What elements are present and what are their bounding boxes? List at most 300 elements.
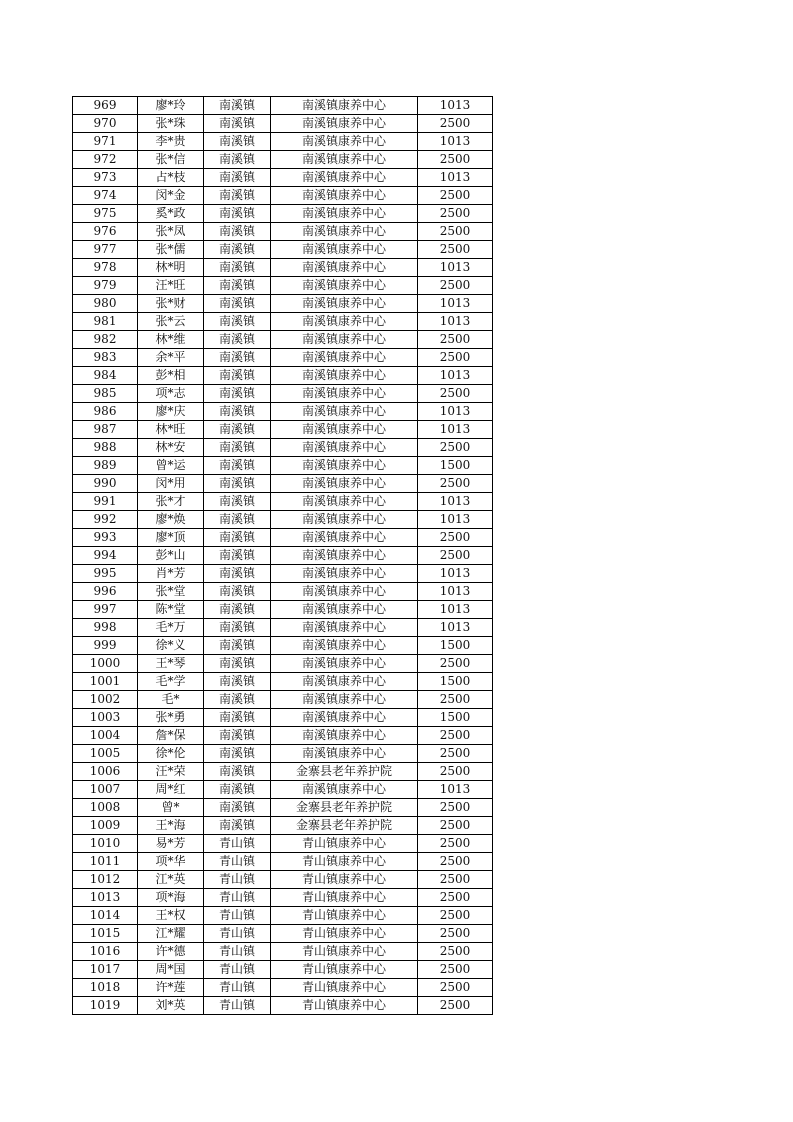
table-row bbox=[73, 583, 493, 601]
row-number-cell: 1010 bbox=[73, 835, 138, 853]
name-cell: 占*枝 bbox=[138, 169, 204, 187]
institution-cell: 南溪镇康养中心 bbox=[271, 133, 418, 151]
row-number-cell: 990 bbox=[73, 475, 138, 493]
amount-cell: 2500 bbox=[418, 223, 493, 241]
institution-cell: 南溪镇康养中心 bbox=[271, 115, 418, 133]
table-row bbox=[73, 709, 493, 727]
amount-cell: 2500 bbox=[418, 439, 493, 457]
row-number-cell: 987 bbox=[73, 421, 138, 439]
name-cell: 张*云 bbox=[138, 313, 204, 331]
institution-cell: 南溪镇康养中心 bbox=[271, 619, 418, 637]
table-row bbox=[73, 763, 493, 781]
town-cell: 南溪镇 bbox=[204, 457, 271, 475]
institution-cell: 青山镇康养中心 bbox=[271, 835, 418, 853]
name-cell: 刘*英 bbox=[138, 997, 204, 1015]
row-number-cell: 1006 bbox=[73, 763, 138, 781]
row-number-cell: 978 bbox=[73, 259, 138, 277]
amount-cell: 2500 bbox=[418, 331, 493, 349]
amount-cell: 2500 bbox=[418, 385, 493, 403]
row-number-cell: 1001 bbox=[73, 673, 138, 691]
institution-cell: 青山镇康养中心 bbox=[271, 997, 418, 1015]
row-number-cell: 995 bbox=[73, 565, 138, 583]
name-cell: 张*儒 bbox=[138, 241, 204, 259]
institution-cell: 南溪镇康养中心 bbox=[271, 385, 418, 403]
institution-cell: 南溪镇康养中心 bbox=[271, 349, 418, 367]
row-number-cell: 1002 bbox=[73, 691, 138, 709]
table-row bbox=[73, 547, 493, 565]
town-cell: 南溪镇 bbox=[204, 529, 271, 547]
amount-cell: 1500 bbox=[418, 673, 493, 691]
table-row bbox=[73, 943, 493, 961]
amount-cell: 2500 bbox=[418, 853, 493, 871]
amount-cell: 1500 bbox=[418, 457, 493, 475]
row-number-cell: 1014 bbox=[73, 907, 138, 925]
institution-cell: 南溪镇康养中心 bbox=[271, 205, 418, 223]
table-row bbox=[73, 349, 493, 367]
amount-cell: 1013 bbox=[418, 601, 493, 619]
amount-cell: 2500 bbox=[418, 187, 493, 205]
institution-cell: 南溪镇康养中心 bbox=[271, 781, 418, 799]
town-cell: 南溪镇 bbox=[204, 637, 271, 655]
row-number-cell: 997 bbox=[73, 601, 138, 619]
row-number-cell: 981 bbox=[73, 313, 138, 331]
institution-cell: 南溪镇康养中心 bbox=[271, 655, 418, 673]
table-row bbox=[73, 745, 493, 763]
town-cell: 南溪镇 bbox=[204, 259, 271, 277]
town-cell: 南溪镇 bbox=[204, 277, 271, 295]
table-row bbox=[73, 979, 493, 997]
institution-cell: 南溪镇康养中心 bbox=[271, 511, 418, 529]
amount-cell: 2500 bbox=[418, 907, 493, 925]
row-number-cell: 1015 bbox=[73, 925, 138, 943]
table-row bbox=[73, 565, 493, 583]
town-cell: 青山镇 bbox=[204, 871, 271, 889]
town-cell: 南溪镇 bbox=[204, 745, 271, 763]
name-cell: 闵*用 bbox=[138, 475, 204, 493]
row-number-cell: 984 bbox=[73, 367, 138, 385]
institution-cell: 南溪镇康养中心 bbox=[271, 169, 418, 187]
name-cell: 彭*山 bbox=[138, 547, 204, 565]
institution-cell: 南溪镇康养中心 bbox=[271, 313, 418, 331]
town-cell: 南溪镇 bbox=[204, 295, 271, 313]
town-cell: 南溪镇 bbox=[204, 799, 271, 817]
row-number-cell: 1007 bbox=[73, 781, 138, 799]
table-row bbox=[73, 205, 493, 223]
table-row bbox=[73, 187, 493, 205]
name-cell: 曾*运 bbox=[138, 457, 204, 475]
name-cell: 廖*顶 bbox=[138, 529, 204, 547]
town-cell: 南溪镇 bbox=[204, 367, 271, 385]
name-cell: 林*旺 bbox=[138, 421, 204, 439]
row-number-cell: 969 bbox=[73, 97, 138, 115]
amount-cell: 1013 bbox=[418, 511, 493, 529]
row-number-cell: 971 bbox=[73, 133, 138, 151]
amount-cell: 1013 bbox=[418, 367, 493, 385]
town-cell: 南溪镇 bbox=[204, 151, 271, 169]
name-cell: 项*华 bbox=[138, 853, 204, 871]
amount-cell: 1013 bbox=[418, 133, 493, 151]
institution-cell: 南溪镇康养中心 bbox=[271, 367, 418, 385]
table-row bbox=[73, 889, 493, 907]
row-number-cell: 1000 bbox=[73, 655, 138, 673]
institution-cell: 南溪镇康养中心 bbox=[271, 403, 418, 421]
name-cell: 曾* bbox=[138, 799, 204, 817]
table-row bbox=[73, 295, 493, 313]
institution-cell: 南溪镇康养中心 bbox=[271, 97, 418, 115]
town-cell: 南溪镇 bbox=[204, 241, 271, 259]
amount-cell: 2500 bbox=[418, 547, 493, 565]
institution-cell: 南溪镇康养中心 bbox=[271, 331, 418, 349]
town-cell: 南溪镇 bbox=[204, 511, 271, 529]
row-number-cell: 979 bbox=[73, 277, 138, 295]
town-cell: 南溪镇 bbox=[204, 349, 271, 367]
row-number-cell: 1018 bbox=[73, 979, 138, 997]
institution-cell: 南溪镇康养中心 bbox=[271, 259, 418, 277]
row-number-cell: 992 bbox=[73, 511, 138, 529]
row-number-cell: 1004 bbox=[73, 727, 138, 745]
table-row bbox=[73, 169, 493, 187]
table-row bbox=[73, 799, 493, 817]
amount-cell: 1013 bbox=[418, 295, 493, 313]
table-row bbox=[73, 727, 493, 745]
town-cell: 南溪镇 bbox=[204, 727, 271, 745]
row-number-cell: 983 bbox=[73, 349, 138, 367]
name-cell: 项*志 bbox=[138, 385, 204, 403]
town-cell: 青山镇 bbox=[204, 889, 271, 907]
amount-cell: 2500 bbox=[418, 727, 493, 745]
institution-cell: 青山镇康养中心 bbox=[271, 961, 418, 979]
table-row bbox=[73, 259, 493, 277]
institution-cell: 金寨县老年养护院 bbox=[271, 799, 418, 817]
town-cell: 南溪镇 bbox=[204, 133, 271, 151]
institution-cell: 南溪镇康养中心 bbox=[271, 223, 418, 241]
institution-cell: 南溪镇康养中心 bbox=[271, 493, 418, 511]
amount-cell: 1013 bbox=[418, 421, 493, 439]
institution-cell: 南溪镇康养中心 bbox=[271, 727, 418, 745]
institution-cell: 南溪镇康养中心 bbox=[271, 295, 418, 313]
institution-cell: 南溪镇康养中心 bbox=[271, 583, 418, 601]
town-cell: 青山镇 bbox=[204, 925, 271, 943]
row-number-cell: 1003 bbox=[73, 709, 138, 727]
institution-cell: 青山镇康养中心 bbox=[271, 871, 418, 889]
table-body bbox=[73, 97, 493, 1015]
town-cell: 青山镇 bbox=[204, 961, 271, 979]
name-cell: 詹*保 bbox=[138, 727, 204, 745]
row-number-cell: 993 bbox=[73, 529, 138, 547]
name-cell: 张*才 bbox=[138, 493, 204, 511]
institution-cell: 南溪镇康养中心 bbox=[271, 529, 418, 547]
amount-cell: 2500 bbox=[418, 205, 493, 223]
name-cell: 周*国 bbox=[138, 961, 204, 979]
name-cell: 王*琴 bbox=[138, 655, 204, 673]
town-cell: 南溪镇 bbox=[204, 223, 271, 241]
amount-cell: 2500 bbox=[418, 961, 493, 979]
name-cell: 江*英 bbox=[138, 871, 204, 889]
amount-cell: 2500 bbox=[418, 835, 493, 853]
town-cell: 青山镇 bbox=[204, 853, 271, 871]
table-row bbox=[73, 331, 493, 349]
row-number-cell: 1008 bbox=[73, 799, 138, 817]
row-number-cell: 1005 bbox=[73, 745, 138, 763]
row-number-cell: 1016 bbox=[73, 943, 138, 961]
table-row bbox=[73, 223, 493, 241]
row-number-cell: 998 bbox=[73, 619, 138, 637]
town-cell: 青山镇 bbox=[204, 979, 271, 997]
name-cell: 廖*焕 bbox=[138, 511, 204, 529]
amount-cell: 1500 bbox=[418, 637, 493, 655]
name-cell: 毛* bbox=[138, 691, 204, 709]
town-cell: 南溪镇 bbox=[204, 673, 271, 691]
name-cell: 张*勇 bbox=[138, 709, 204, 727]
table-row bbox=[73, 313, 493, 331]
amount-cell: 2500 bbox=[418, 925, 493, 943]
row-number-cell: 1012 bbox=[73, 871, 138, 889]
institution-cell: 南溪镇康养中心 bbox=[271, 601, 418, 619]
institution-cell: 南溪镇康养中心 bbox=[271, 745, 418, 763]
town-cell: 南溪镇 bbox=[204, 421, 271, 439]
amount-cell: 2500 bbox=[418, 115, 493, 133]
table-row bbox=[73, 637, 493, 655]
institution-cell: 青山镇康养中心 bbox=[271, 907, 418, 925]
institution-cell: 南溪镇康养中心 bbox=[271, 421, 418, 439]
town-cell: 南溪镇 bbox=[204, 601, 271, 619]
table-row bbox=[73, 619, 493, 637]
table-row bbox=[73, 97, 493, 115]
name-cell: 闵*金 bbox=[138, 187, 204, 205]
name-cell: 张*凤 bbox=[138, 223, 204, 241]
name-cell: 林*明 bbox=[138, 259, 204, 277]
amount-cell: 1500 bbox=[418, 709, 493, 727]
institution-cell: 青山镇康养中心 bbox=[271, 979, 418, 997]
name-cell: 汪*荣 bbox=[138, 763, 204, 781]
amount-cell: 1013 bbox=[418, 781, 493, 799]
table-row bbox=[73, 817, 493, 835]
table-row bbox=[73, 925, 493, 943]
town-cell: 青山镇 bbox=[204, 907, 271, 925]
name-cell: 奚*政 bbox=[138, 205, 204, 223]
row-number-cell: 991 bbox=[73, 493, 138, 511]
row-number-cell: 973 bbox=[73, 169, 138, 187]
institution-cell: 南溪镇康养中心 bbox=[271, 691, 418, 709]
amount-cell: 2500 bbox=[418, 979, 493, 997]
row-number-cell: 1017 bbox=[73, 961, 138, 979]
row-number-cell: 996 bbox=[73, 583, 138, 601]
name-cell: 王*权 bbox=[138, 907, 204, 925]
table-row bbox=[73, 115, 493, 133]
table-row bbox=[73, 691, 493, 709]
name-cell: 徐*伦 bbox=[138, 745, 204, 763]
table-row bbox=[73, 241, 493, 259]
town-cell: 南溪镇 bbox=[204, 169, 271, 187]
institution-cell: 南溪镇康养中心 bbox=[271, 151, 418, 169]
table-row bbox=[73, 439, 493, 457]
town-cell: 南溪镇 bbox=[204, 583, 271, 601]
amount-cell: 2500 bbox=[418, 529, 493, 547]
name-cell: 林*安 bbox=[138, 439, 204, 457]
row-number-cell: 985 bbox=[73, 385, 138, 403]
amount-cell: 2500 bbox=[418, 763, 493, 781]
town-cell: 青山镇 bbox=[204, 997, 271, 1015]
table-row bbox=[73, 781, 493, 799]
amount-cell: 2500 bbox=[418, 817, 493, 835]
table-row bbox=[73, 673, 493, 691]
row-number-cell: 1009 bbox=[73, 817, 138, 835]
name-cell: 汪*旺 bbox=[138, 277, 204, 295]
name-cell: 肖*芳 bbox=[138, 565, 204, 583]
amount-cell: 2500 bbox=[418, 475, 493, 493]
table-row bbox=[73, 151, 493, 169]
table-row bbox=[73, 475, 493, 493]
name-cell: 徐*义 bbox=[138, 637, 204, 655]
name-cell: 易*芳 bbox=[138, 835, 204, 853]
name-cell: 林*维 bbox=[138, 331, 204, 349]
amount-cell: 1013 bbox=[418, 493, 493, 511]
amount-cell: 1013 bbox=[418, 169, 493, 187]
row-number-cell: 999 bbox=[73, 637, 138, 655]
row-number-cell: 982 bbox=[73, 331, 138, 349]
institution-cell: 南溪镇康养中心 bbox=[271, 637, 418, 655]
town-cell: 南溪镇 bbox=[204, 493, 271, 511]
institution-cell: 南溪镇康养中心 bbox=[271, 673, 418, 691]
amount-cell: 1013 bbox=[418, 313, 493, 331]
name-cell: 周*红 bbox=[138, 781, 204, 799]
town-cell: 青山镇 bbox=[204, 835, 271, 853]
town-cell: 南溪镇 bbox=[204, 547, 271, 565]
table-row bbox=[73, 907, 493, 925]
row-number-cell: 994 bbox=[73, 547, 138, 565]
row-number-cell: 980 bbox=[73, 295, 138, 313]
table-row bbox=[73, 493, 493, 511]
table-row bbox=[73, 529, 493, 547]
institution-cell: 南溪镇康养中心 bbox=[271, 565, 418, 583]
town-cell: 南溪镇 bbox=[204, 205, 271, 223]
town-cell: 南溪镇 bbox=[204, 97, 271, 115]
amount-cell: 2500 bbox=[418, 655, 493, 673]
name-cell: 毛*万 bbox=[138, 619, 204, 637]
row-number-cell: 970 bbox=[73, 115, 138, 133]
institution-cell: 青山镇康养中心 bbox=[271, 853, 418, 871]
name-cell: 余*平 bbox=[138, 349, 204, 367]
institution-cell: 青山镇康养中心 bbox=[271, 943, 418, 961]
town-cell: 南溪镇 bbox=[204, 565, 271, 583]
table-row bbox=[73, 421, 493, 439]
institution-cell: 南溪镇康养中心 bbox=[271, 187, 418, 205]
town-cell: 南溪镇 bbox=[204, 331, 271, 349]
row-number-cell: 975 bbox=[73, 205, 138, 223]
amount-cell: 2500 bbox=[418, 691, 493, 709]
table-row bbox=[73, 655, 493, 673]
row-number-cell: 977 bbox=[73, 241, 138, 259]
row-number-cell: 1011 bbox=[73, 853, 138, 871]
table-row bbox=[73, 385, 493, 403]
name-cell: 项*海 bbox=[138, 889, 204, 907]
name-cell: 李*贵 bbox=[138, 133, 204, 151]
town-cell: 南溪镇 bbox=[204, 709, 271, 727]
amount-cell: 2500 bbox=[418, 889, 493, 907]
name-cell: 毛*学 bbox=[138, 673, 204, 691]
amount-cell: 1013 bbox=[418, 259, 493, 277]
institution-cell: 南溪镇康养中心 bbox=[271, 277, 418, 295]
name-cell: 张*信 bbox=[138, 151, 204, 169]
amount-cell: 2500 bbox=[418, 943, 493, 961]
table-row bbox=[73, 133, 493, 151]
table-row bbox=[73, 835, 493, 853]
amount-cell: 2500 bbox=[418, 871, 493, 889]
table-row bbox=[73, 403, 493, 421]
table-row bbox=[73, 961, 493, 979]
name-cell: 许*德 bbox=[138, 943, 204, 961]
town-cell: 南溪镇 bbox=[204, 115, 271, 133]
name-cell: 江*耀 bbox=[138, 925, 204, 943]
town-cell: 南溪镇 bbox=[204, 655, 271, 673]
institution-cell: 南溪镇康养中心 bbox=[271, 241, 418, 259]
town-cell: 南溪镇 bbox=[204, 781, 271, 799]
town-cell: 南溪镇 bbox=[204, 385, 271, 403]
row-number-cell: 972 bbox=[73, 151, 138, 169]
town-cell: 南溪镇 bbox=[204, 439, 271, 457]
town-cell: 南溪镇 bbox=[204, 313, 271, 331]
row-number-cell: 974 bbox=[73, 187, 138, 205]
data-table bbox=[72, 96, 493, 1015]
institution-cell: 南溪镇康养中心 bbox=[271, 547, 418, 565]
institution-cell: 南溪镇康养中心 bbox=[271, 457, 418, 475]
institution-cell: 南溪镇康养中心 bbox=[271, 439, 418, 457]
row-number-cell: 989 bbox=[73, 457, 138, 475]
town-cell: 南溪镇 bbox=[204, 403, 271, 421]
town-cell: 南溪镇 bbox=[204, 187, 271, 205]
amount-cell: 2500 bbox=[418, 151, 493, 169]
institution-cell: 南溪镇康养中心 bbox=[271, 709, 418, 727]
town-cell: 南溪镇 bbox=[204, 817, 271, 835]
institution-cell: 青山镇康养中心 bbox=[271, 925, 418, 943]
name-cell: 张*财 bbox=[138, 295, 204, 313]
amount-cell: 1013 bbox=[418, 565, 493, 583]
row-number-cell: 988 bbox=[73, 439, 138, 457]
amount-cell: 2500 bbox=[418, 241, 493, 259]
table-row bbox=[73, 601, 493, 619]
amount-cell: 2500 bbox=[418, 997, 493, 1015]
town-cell: 南溪镇 bbox=[204, 619, 271, 637]
amount-cell: 1013 bbox=[418, 403, 493, 421]
town-cell: 南溪镇 bbox=[204, 763, 271, 781]
name-cell: 张*珠 bbox=[138, 115, 204, 133]
table-row bbox=[73, 871, 493, 889]
table-row bbox=[73, 511, 493, 529]
name-cell: 张*堂 bbox=[138, 583, 204, 601]
name-cell: 廖*庆 bbox=[138, 403, 204, 421]
row-number-cell: 1013 bbox=[73, 889, 138, 907]
name-cell: 许*莲 bbox=[138, 979, 204, 997]
amount-cell: 1013 bbox=[418, 619, 493, 637]
amount-cell: 1013 bbox=[418, 583, 493, 601]
name-cell: 陈*堂 bbox=[138, 601, 204, 619]
table-row bbox=[73, 277, 493, 295]
name-cell: 廖*玲 bbox=[138, 97, 204, 115]
table-row bbox=[73, 367, 493, 385]
name-cell: 彭*相 bbox=[138, 367, 204, 385]
table-row bbox=[73, 457, 493, 475]
row-number-cell: 976 bbox=[73, 223, 138, 241]
amount-cell: 2500 bbox=[418, 745, 493, 763]
row-number-cell: 986 bbox=[73, 403, 138, 421]
amount-cell: 1013 bbox=[418, 97, 493, 115]
table-row bbox=[73, 853, 493, 871]
amount-cell: 2500 bbox=[418, 277, 493, 295]
institution-cell: 金寨县老年养护院 bbox=[271, 763, 418, 781]
town-cell: 青山镇 bbox=[204, 943, 271, 961]
institution-cell: 青山镇康养中心 bbox=[271, 889, 418, 907]
amount-cell: 2500 bbox=[418, 799, 493, 817]
